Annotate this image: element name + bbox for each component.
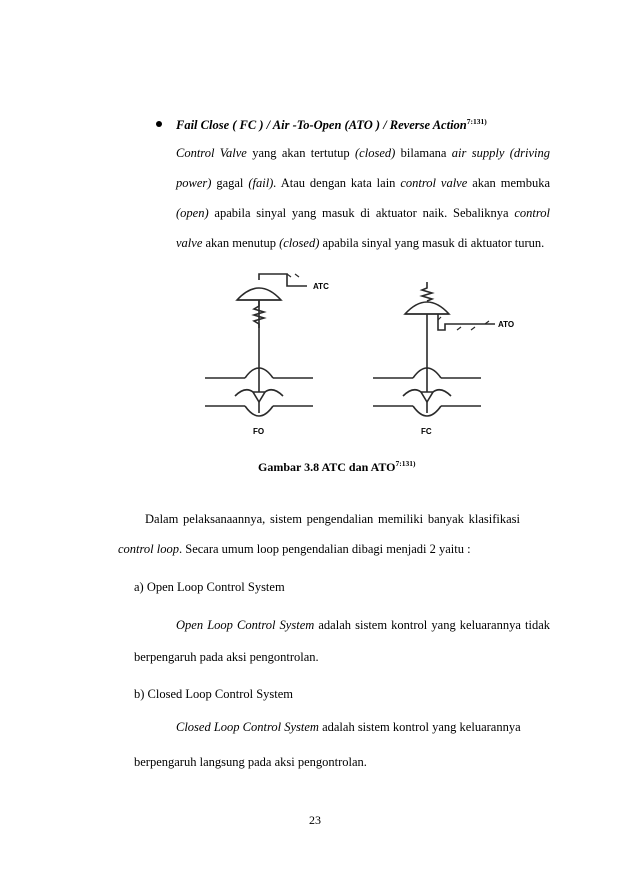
page-number: 23 [309,813,321,827]
valve-diagram [195,268,540,448]
bullet-heading [176,117,487,133]
text-span: akan menutup [202,236,280,250]
text-span: Atau dengan kata lain [276,176,401,190]
text-span: (closed) [279,236,320,250]
paragraph-line: berpengaruh langsung pada aksi pengontrolan. [134,755,367,769]
paragraph-line [176,720,521,735]
bullet-icon [156,121,162,127]
paragraph-line [176,206,550,221]
text-span: adalah sistem kontrol yang keluarannya [318,720,521,734]
paragraph-line [176,146,550,161]
text-span: adalah sistem kontrol yang keluarannya tidak [314,618,550,632]
text-span: control loop [118,542,179,556]
text-span: air supply (driving [451,146,550,160]
text-span: apabila sinyal yang masuk di aktuator turun. [319,236,545,250]
paragraph-line: Dalam pelaksanaannya, sistem pengendalian memiliki banyak klasifikasi [145,512,520,526]
text-span: (closed) [355,146,396,160]
paragraph-line [118,542,471,557]
text-span: power) [176,176,212,190]
text-span: Open Loop Control System [176,618,315,632]
paragraph-line: berpengaruh pada aksi pengontrolan. [134,650,319,664]
fo-label: FO [253,427,265,436]
caption-text: Gambar 3.8 ATC dan ATO [258,460,396,474]
text-span: bilamana [395,146,452,160]
text-span: . Secara umum loop pengendalian dibagi menjadi 2 yaitu : [179,542,471,556]
bullet-title: Fail Close ( FC ) / Air -To-Open (ATO ) / Reverse Action [176,118,467,133]
text-span: Closed Loop Control System [176,720,319,734]
bullet-reference: 7:131) [466,117,487,126]
paragraph-line [176,236,550,251]
text-span: apabila sinyal yang masuk di aktuator naik. Sebaliknya [208,206,515,220]
text-span: control [514,206,550,220]
text-span: akan membuka [467,176,551,190]
text-span: control valve [400,176,468,190]
paragraph-line [176,618,550,633]
text-span: (fail). [248,176,277,190]
caption-reference: 7:131) [395,459,416,468]
list-item-a: a) Open Loop Control System [134,580,285,594]
text-span: valve [176,236,203,250]
text-span: (open) [176,206,209,220]
figure-caption [258,459,415,475]
list-item-b: b) Closed Loop Control System [134,687,294,701]
text-span: Control Valve [176,146,247,160]
text-span: yang akan tertutup [246,146,356,160]
air-to-open-valve [373,282,495,416]
text-span: gagal [211,176,249,190]
air-to-close-valve [205,274,313,416]
atc-label: ATC [313,282,329,291]
fc-label: FC [421,427,432,436]
paragraph-line [176,176,550,191]
ato-label: ATO [498,320,515,329]
